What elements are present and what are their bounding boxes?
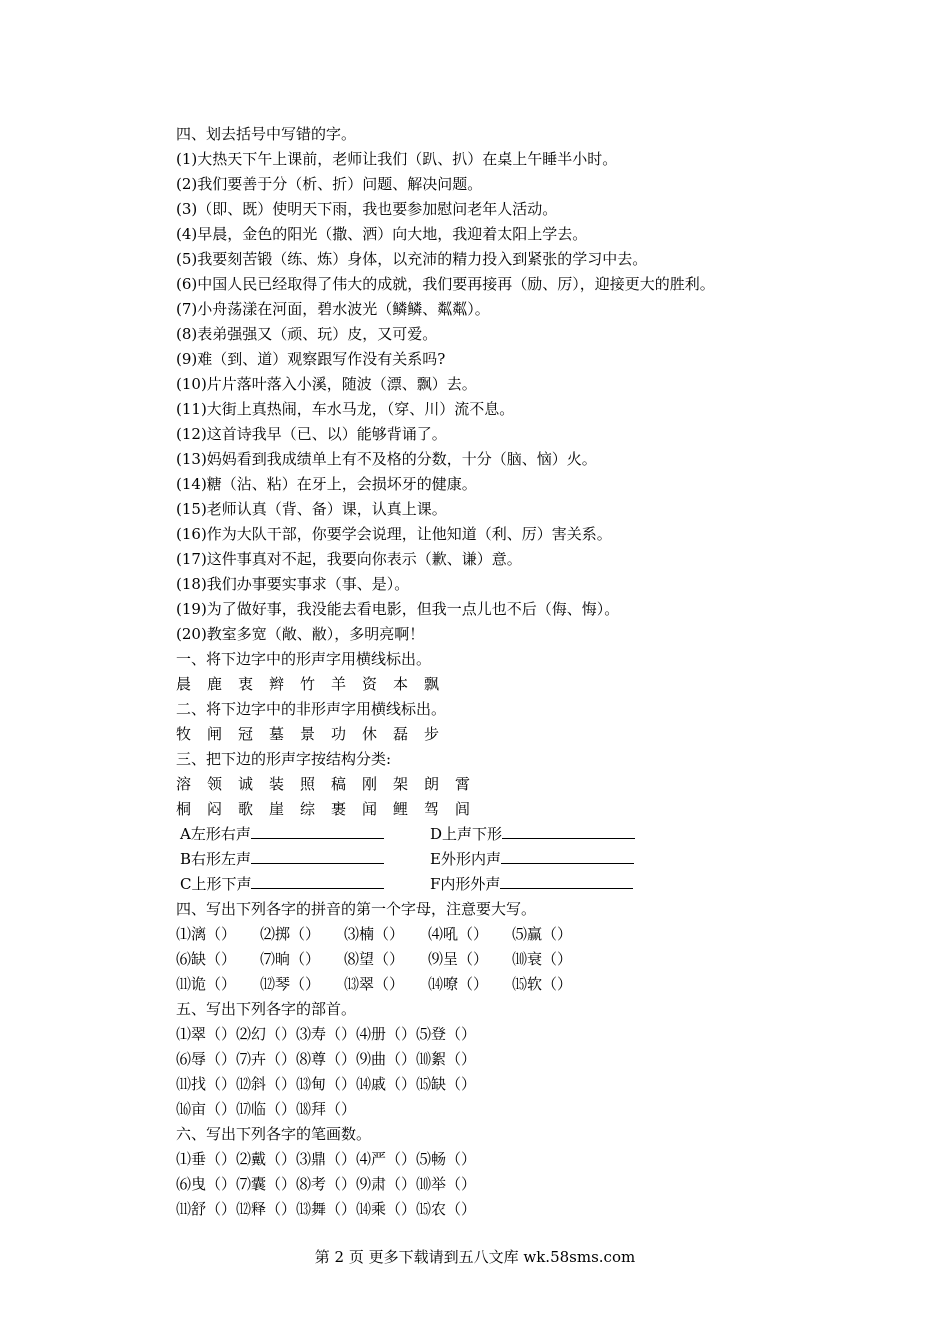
char-item: 牧 bbox=[176, 725, 192, 743]
worksheet-page bbox=[176, 122, 816, 1222]
stroke-row: ⑴垂（）⑵戴（）⑶鼎（）⑷严（）⑸畅（） bbox=[176, 1150, 477, 1168]
section-3-heading: 三、把下边的形声字按结构分类: bbox=[176, 750, 392, 768]
char-item: 休 bbox=[362, 725, 378, 743]
pinyin-row bbox=[176, 947, 816, 972]
section-2-heading: 二、将下边字中的非形声字用横线标出。 bbox=[176, 700, 447, 718]
list-item: (16)作为大队干部，你要学会说理，让他知道（利、厉）害关系。 bbox=[176, 525, 612, 543]
list-item: (10)片片落叶落入小溪，随波（漂、飘）去。 bbox=[176, 375, 477, 393]
section-4-heading: 四、写出下列各字的拼音的第一个字母，注意要大写。 bbox=[176, 900, 537, 918]
list-item: (7)小舟荡漾在河面，碧水波光（鳞鳞、粼粼）。 bbox=[176, 300, 490, 318]
char-item: 鲤 bbox=[393, 800, 409, 818]
section-3-row-2 bbox=[176, 797, 816, 822]
char-item: 鹿 bbox=[207, 675, 223, 693]
char-item: 歌 bbox=[238, 800, 254, 818]
char-item: 冠 bbox=[238, 725, 254, 743]
list-item: (4)早晨，金色的阳光（撒、洒）向大地，我迎着太阳上学去。 bbox=[176, 225, 588, 243]
char-item: 资 bbox=[362, 675, 378, 693]
section-fix-heading: 四、划去括号中写错的字。 bbox=[176, 125, 357, 143]
pinyin-item: ⑴漓（） bbox=[176, 925, 237, 943]
answer-blank[interactable] bbox=[251, 823, 384, 839]
char-item: 羊 bbox=[331, 675, 347, 693]
category-label: E外形内声 bbox=[430, 850, 501, 868]
list-item: (14)糖（沾、粘）在牙上，会损坏牙的健康。 bbox=[176, 475, 477, 493]
radical-row: ⑴翠（）⑵幻（）⑶寿（）⑷册（）⑸登（） bbox=[176, 1025, 477, 1043]
char-item: 崖 bbox=[269, 800, 285, 818]
list-item: (18)我们办事要实事求（事、是）。 bbox=[176, 575, 410, 593]
list-item: (17)这件事真对不起，我要向你表示（歉、谦）意。 bbox=[176, 550, 522, 568]
list-item: (3)（即、既）使明天下雨，我也要参加慰问老年人活动。 bbox=[176, 200, 558, 218]
list-item: (19)为了做好事，我没能去看电影，但我一点儿也不后（侮、悔）。 bbox=[176, 600, 620, 618]
list-item: (8)表弟强强又（顽、玩）皮，又可爱。 bbox=[176, 325, 438, 343]
section-fix-list bbox=[176, 147, 816, 647]
list-item: (12)这首诗我早（已、以）能够背诵了。 bbox=[176, 425, 447, 443]
list-item: (9)难（到、道）观察跟写作没有关系吗? bbox=[176, 350, 446, 368]
pinyin-item: ⒁嘹（） bbox=[428, 975, 489, 993]
pinyin-item: ⑸赢（） bbox=[512, 925, 573, 943]
category-label: C上形下声 bbox=[180, 875, 252, 893]
char-item: 功 bbox=[331, 725, 347, 743]
answer-blank[interactable] bbox=[502, 823, 635, 839]
char-item: 闸 bbox=[207, 725, 223, 743]
answer-blank[interactable] bbox=[501, 848, 634, 864]
char-item: 综 bbox=[300, 800, 316, 818]
char-item: 衷 bbox=[238, 675, 254, 693]
char-item: 景 bbox=[300, 725, 316, 743]
radical-row: ⑹辱（）⑺卉（）⑻尊（）⑼曲（）⑽絮（） bbox=[176, 1050, 477, 1068]
category-label: D上声下形 bbox=[430, 825, 503, 843]
char-item: 闾 bbox=[455, 800, 471, 818]
char-item: 闻 bbox=[362, 800, 378, 818]
list-item: (1)大热天下午上课前，老师让我们（趴、扒）在桌上午睡半小时。 bbox=[176, 150, 618, 168]
radical-row: ⑾找（）⑿斜（）⒀甸（）⒁戚（）⒂缺（） bbox=[176, 1075, 477, 1093]
char-item: 稿 bbox=[331, 775, 347, 793]
pinyin-item: ⒂软（） bbox=[512, 975, 573, 993]
answer-blank[interactable] bbox=[500, 873, 633, 889]
list-item: (20)教室多宽（敞、敝），多明亮啊！ bbox=[176, 625, 425, 643]
char-item: 辫 bbox=[269, 675, 285, 693]
pinyin-row bbox=[176, 922, 816, 947]
stroke-row: ⑾舒（）⑿释（）⒀舞（）⒁乘（）⒂农（） bbox=[176, 1200, 477, 1218]
pinyin-item: ⑺晌（） bbox=[260, 950, 321, 968]
section-1-heading: 一、将下边字中的形声字用横线标出。 bbox=[176, 650, 432, 668]
char-item: 诚 bbox=[238, 775, 254, 793]
char-item: 闷 bbox=[207, 800, 223, 818]
pinyin-item: ⑶楠（） bbox=[344, 925, 405, 943]
char-item: 本 bbox=[393, 675, 409, 693]
list-item: (13)妈妈看到我成绩单上有不及格的分数，十分（脑、恼）火。 bbox=[176, 450, 597, 468]
answer-blank[interactable] bbox=[251, 873, 384, 889]
pinyin-item: ⑷吼（） bbox=[428, 925, 489, 943]
category-row bbox=[176, 822, 816, 847]
category-row bbox=[176, 872, 816, 897]
section-6-heading: 六、写出下列各字的笔画数。 bbox=[176, 1125, 372, 1143]
char-item: 朗 bbox=[424, 775, 440, 793]
category-label: A左形右声 bbox=[180, 825, 251, 843]
char-item: 霄 bbox=[455, 775, 471, 793]
category-row bbox=[176, 847, 816, 872]
char-item: 晨 bbox=[176, 675, 192, 693]
pinyin-item: ⑿琴（） bbox=[260, 975, 321, 993]
page-footer: 第 2 页 更多下载请到五八文库 wk.58sms.com bbox=[314, 1248, 636, 1266]
radical-row: ⒃亩（）⒄临（）⒅拜（） bbox=[176, 1100, 357, 1118]
category-label: B右形左声 bbox=[180, 850, 252, 868]
char-item: 墓 bbox=[269, 725, 285, 743]
pinyin-item: ⑾诡（） bbox=[176, 975, 237, 993]
char-item: 磊 bbox=[393, 725, 409, 743]
char-item: 装 bbox=[269, 775, 285, 793]
list-item: (6)中国人民已经取得了伟大的成就，我们要再接再（励、厉），迎接更大的胜利。 bbox=[176, 275, 715, 293]
list-item: (2)我们要善于分（析、折）问题、解决问题。 bbox=[176, 175, 483, 193]
char-item: 驾 bbox=[424, 800, 440, 818]
answer-blank[interactable] bbox=[251, 848, 384, 864]
pinyin-item: ⑵掷（） bbox=[260, 925, 321, 943]
char-item: 竹 bbox=[300, 675, 316, 693]
list-item: (5)我要刻苦锻（练、炼）身体，以充沛的精力投入到紧张的学习中去。 bbox=[176, 250, 648, 268]
list-item: (15)老师认真（背、备）课，认真上课。 bbox=[176, 500, 447, 518]
char-item: 领 bbox=[207, 775, 223, 793]
pinyin-item: ⑹缺（） bbox=[176, 950, 237, 968]
section-2-chars bbox=[176, 722, 816, 747]
section-5-heading: 五、写出下列各字的部首。 bbox=[176, 1000, 357, 1018]
char-item: 裹 bbox=[331, 800, 347, 818]
char-item: 溶 bbox=[176, 775, 192, 793]
category-label: F内形外声 bbox=[430, 875, 501, 893]
section-1-chars bbox=[176, 672, 816, 697]
char-item: 步 bbox=[424, 725, 440, 743]
pinyin-item: ⑽衰（） bbox=[512, 950, 573, 968]
pinyin-item: ⑻望（） bbox=[344, 950, 405, 968]
pinyin-item: ⑼呈（） bbox=[428, 950, 489, 968]
char-item: 刚 bbox=[362, 775, 378, 793]
list-item: (11)大街上真热闹，车水马龙，（穿、川）流不息。 bbox=[176, 400, 515, 418]
pinyin-item: ⒀翠（） bbox=[344, 975, 405, 993]
stroke-row: ⑹曳（）⑺囊（）⑻考（）⑼肃（）⑽举（） bbox=[176, 1175, 477, 1193]
char-item: 照 bbox=[300, 775, 316, 793]
pinyin-row bbox=[176, 972, 816, 997]
section-3-row-1 bbox=[176, 772, 816, 797]
char-item: 桐 bbox=[176, 800, 192, 818]
char-item: 飘 bbox=[424, 675, 440, 693]
char-item: 架 bbox=[393, 775, 409, 793]
